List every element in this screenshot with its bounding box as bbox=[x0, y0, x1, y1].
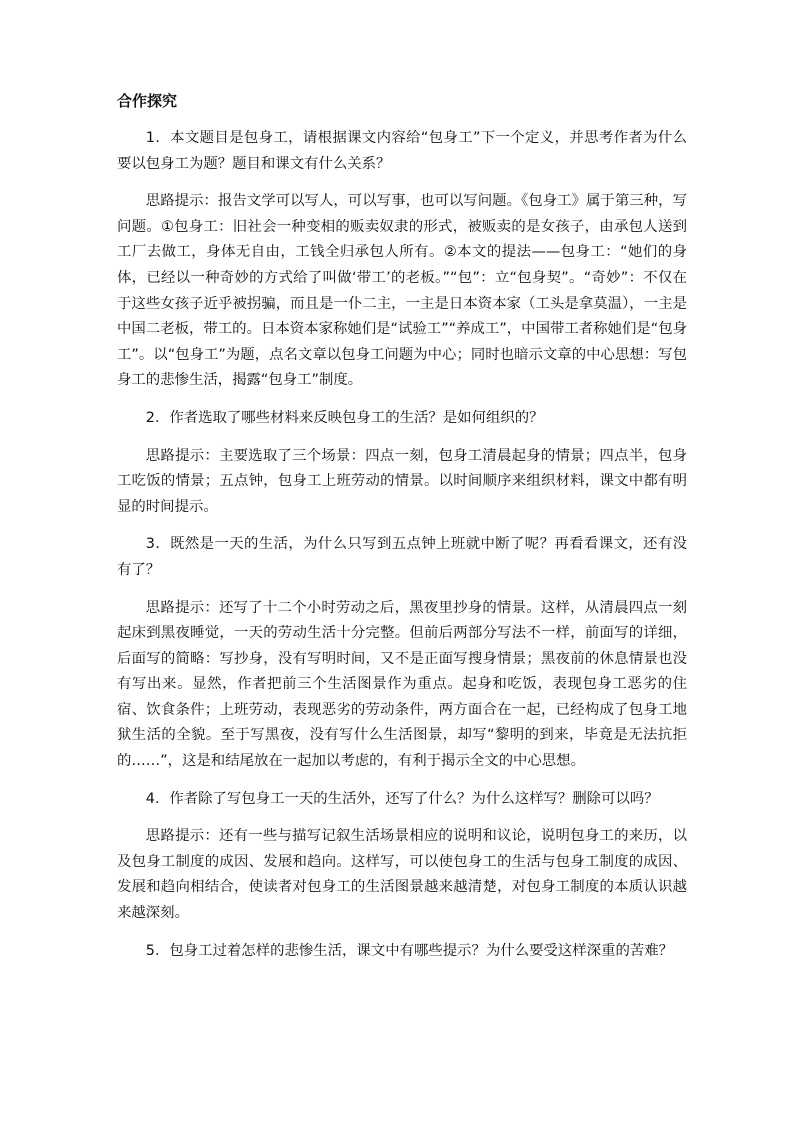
hint-2: 思路提示：主要选取了三个场景：四点一刻，包身工清晨起身的情景；四点半，包身工吃饭的情景；五点钟，包身工上班劳动的情景。以时间顺序来组织材料，课文中都有明显的时间提示。 bbox=[117, 447, 687, 515]
question-4: 4．作者除了写包身工一天的生活外，还写了什么？为什么这样写？删除可以吗？ bbox=[145, 790, 659, 807]
hint-3: 思路提示：还写了十二个小时劳动之后，黑夜里抄身的情景。这样，从清晨四点一刻起床到黑夜睡觉，一天的劳动生活十分完整。但前后两部分写法不一样，前面写的详细，后面写的简略：写抄身，没有写明时间，又不是正面写搜身情景；黑夜前的休息情景也没有写出来。显然，作者把前三个生活图景作为重点。起身和吃饭，表现包身工恶劣的住宿、饮食条件；上班劳动，表现恶劣的劳动条件，两方面合在一起，已经构成了包身工地狱生活的全貌。至于写黑夜，没有写什么生活图景，却写“黎明的到来，毕竟是无法抗拒的……”，这是和结尾放在一起加以考虑的，有利于揭示全文的中心思想。 bbox=[117, 599, 687, 770]
question-5: 5．包身工过着怎样的悲惨生活，课文中有哪些提示？为什么要受这样深重的苦难？ bbox=[145, 942, 674, 959]
question-3: 3．既然是一天的生活，为什么只写到五点钟上班就中断了呢？再看看课文，还有没有了？ bbox=[117, 536, 687, 578]
hint-1: 思路提示：报告文学可以写人，可以写事，也可以写问题。《包身工》属于第三种，写问题。①包身工：旧社会一种变相的贩卖奴隶的形式，被贩卖的是女孩子，由承包人送到工厂去做工，身体无自由，工钱全归承包人所有。②本文的提法——包身工：“她们的身体，已经以一种奇妙的方式给了叫做‘带工’的老板。”“包”：立“包身契”。“奇妙”：不仅在于这些女孩子近乎被拐骗，而且是一仆二主，一主是日本资本家（工头是拿莫温），一主是中国二老板，带工的。日本资本家称她们是“试验工”“养成工”，中国带工者称她们是“包身工”。以“包身工”为题，点名文章以包身工问题为中心；同时也暗示文章的中心思想：写包身工的悲惨生活，揭露“包身工”制度。 bbox=[117, 193, 687, 389]
question-2: 2．作者选取了哪些材料来反映包身工的生活？是如何组织的？ bbox=[145, 409, 544, 426]
document-page bbox=[117, 86, 687, 976]
section-heading: 合作探究 bbox=[117, 92, 178, 110]
hint-4: 思路提示：还有一些与描写记叙生活场景相应的说明和议论，说明包身工的来历，以及包身工制度的成因、发展和趋向。这样写，可以使包身工的生活与包身工制度的成因、发展和趋向相结合，使读者对包身工的生活图景越来越清楚，对包身工制度的本质认识越来越深刻。 bbox=[117, 828, 687, 922]
question-1: 1．本文题目是包身工，请根据课文内容给“包身工”下一个定义，并思考作者为什么要以包身工为题？题目和课文有什么关系？ bbox=[117, 130, 687, 172]
